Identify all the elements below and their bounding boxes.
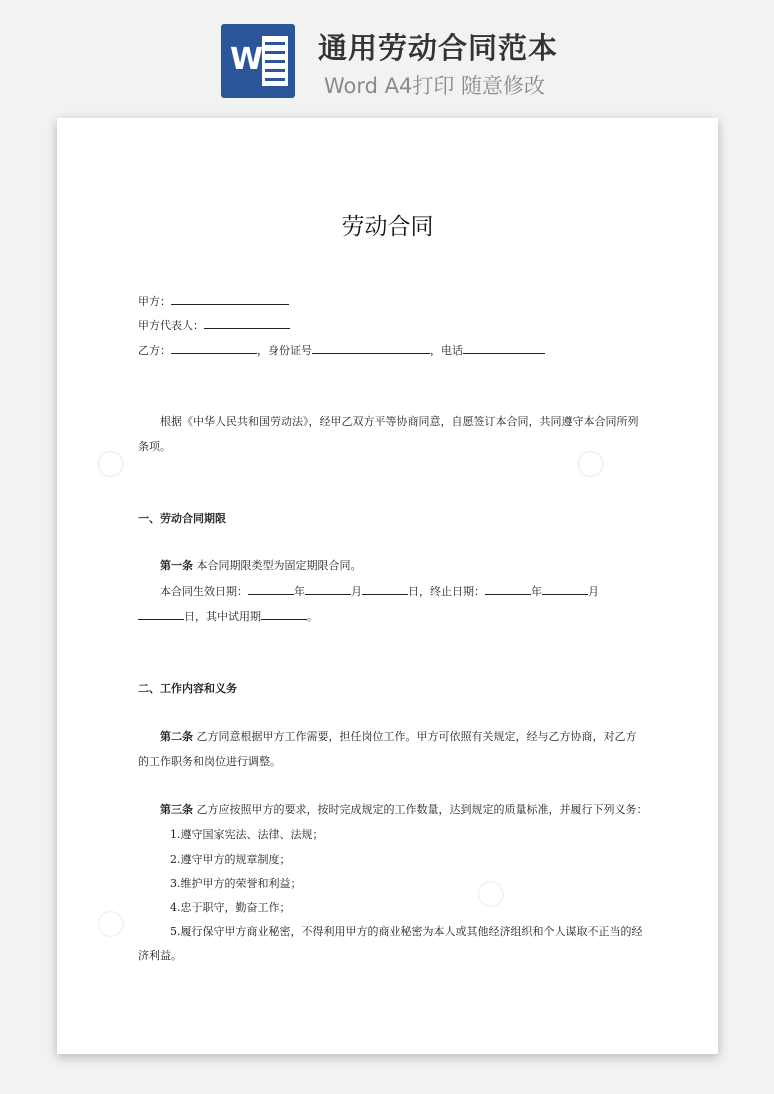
end-day-blank[interactable] [138, 609, 184, 620]
id-label: ，身份证号 [257, 344, 312, 357]
effective-year-blank[interactable] [248, 584, 294, 595]
document-title: 劳动合同 [341, 214, 434, 240]
party-a-rep-label: 甲方代表人： [138, 319, 204, 332]
article-1 [160, 559, 362, 573]
section-heading [138, 682, 237, 696]
end-month-blank[interactable] [542, 584, 588, 595]
banner-subtitle: Word A4打印 随意修改 [324, 74, 546, 98]
party-b-line [138, 343, 545, 358]
id-blank[interactable] [312, 343, 430, 354]
word-icon [221, 24, 295, 98]
period-mark: 。 [307, 610, 318, 623]
article-1-text: 本合同期限类型为固定期限合同。 [196, 559, 362, 572]
day-unit: 日 [408, 585, 419, 598]
section-1-heading: 一、劳动合同期限 [138, 512, 226, 525]
preamble-line: 条项。 [138, 440, 171, 453]
article-1-label: 第一条 [160, 559, 193, 572]
end-year-blank[interactable] [485, 584, 531, 595]
effective-day-blank[interactable] [362, 584, 408, 595]
day-unit: 日 [184, 610, 195, 623]
year-unit: 年 [294, 585, 305, 598]
duty-item: 1.遵守国家宪法、法律、法规； [170, 828, 324, 841]
article-3-text: 乙方应按照甲方的要求，按时完成规定的工作数量，达到规定的质量标准，并履行下列义务： [196, 803, 648, 816]
month-unit: 月 [588, 585, 599, 598]
word-icon-letter: W [230, 42, 264, 77]
month-unit: 月 [351, 585, 362, 598]
article-2-text: 乙方同意根据甲方工作需要，担任岗位工作。甲方可依照有关规定，经与乙方协商，对乙方 [196, 730, 637, 743]
article-3-label: 第三条 [160, 803, 193, 816]
banner-title: 通用劳动合同范本 [318, 31, 559, 65]
party-a-rep-blank[interactable] [204, 318, 290, 329]
preamble-line: 根据《中华人民共和国劳动法》，经甲乙双方平等协商同意，自愿签订本合同，共同遵守本合同所列 [160, 415, 639, 428]
probation-label: ，其中试用期 [195, 610, 261, 623]
header-banner [0, 0, 774, 110]
article-2 [160, 730, 637, 744]
party-a-line [138, 294, 289, 309]
effective-date-line [160, 584, 599, 599]
document-page [57, 118, 718, 1054]
party-a-blank[interactable] [171, 294, 289, 305]
effective-month-blank[interactable] [305, 584, 351, 595]
watermark: ◯ [470, 872, 513, 914]
section-heading [138, 512, 226, 526]
duty-item: 4.忠于职守，勤奋工作； [170, 901, 291, 914]
duty-item-cont: 济利益。 [138, 949, 182, 962]
word-icon-sheet [262, 36, 288, 86]
party-b-label: 乙方： [138, 344, 171, 357]
end-label: ，终止日期： [419, 585, 485, 598]
article-2-label: 第二条 [160, 730, 193, 743]
watermark: ◯ [90, 902, 133, 944]
duty-item: 3.维护甲方的荣誉和利益； [170, 877, 302, 890]
effective-label: 本合同生效日期： [160, 585, 248, 598]
article-3 [160, 803, 648, 817]
watermark: ◯ [570, 442, 613, 484]
duty-item: 5.履行保守甲方商业秘密，不得利用甲方的商业秘密为本人或其他经济组织和个人谋取不正当的经 [170, 925, 643, 938]
probation-line [138, 609, 318, 624]
year-unit: 年 [531, 585, 542, 598]
article-2-cont: 的工作职务和岗位进行调整。 [138, 755, 281, 768]
section-2-heading: 二、工作内容和义务 [138, 682, 237, 695]
party-a-label: 甲方： [138, 295, 171, 308]
phone-label: ，电话 [430, 344, 463, 357]
party-b-blank[interactable] [171, 343, 257, 354]
party-a-rep-line [138, 318, 290, 333]
duty-item: 2.遵守甲方的规章制度； [170, 853, 291, 866]
phone-blank[interactable] [463, 343, 545, 354]
watermark: ◯ [90, 442, 133, 484]
probation-blank[interactable] [261, 609, 307, 620]
